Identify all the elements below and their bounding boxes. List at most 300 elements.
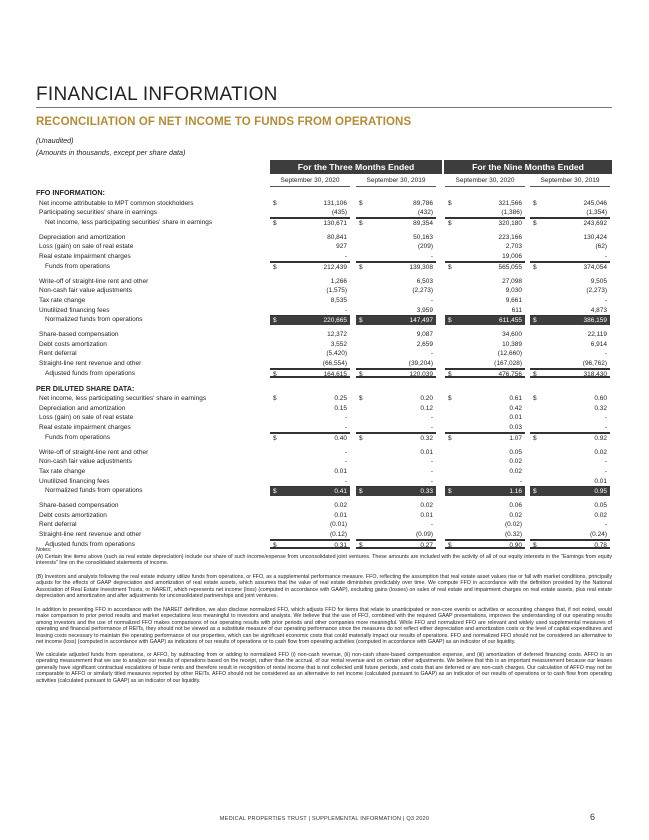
row-label: Rent deferral	[39, 521, 77, 529]
table-cell	[445, 233, 525, 243]
cell-value: 3,959	[416, 306, 433, 314]
table-cell	[356, 296, 436, 306]
cell-value: -	[430, 253, 433, 260]
cell-value: 0.01	[334, 511, 347, 519]
currency-symbol: $	[448, 219, 452, 227]
table-cell	[530, 199, 610, 209]
table-row	[36, 457, 612, 467]
table-cell	[270, 252, 350, 262]
currency-symbol: $	[533, 434, 537, 442]
note-a: (A) Certain line items above (such as real estate depreciation) include our share of such income/expense from unconsolidated joint ventures. These amounts are included with the activity of all of our equity interests in the "Earnings from equity interests" line on the consolidated statements of income.	[36, 554, 612, 567]
page-title: FINANCIAL INFORMATION	[36, 84, 278, 105]
table-cell	[530, 340, 610, 350]
row-label: Share-based compensation	[39, 331, 119, 339]
table-cell	[356, 530, 436, 540]
table-cell	[356, 233, 436, 243]
table-row	[36, 286, 612, 296]
table-cell	[530, 511, 610, 521]
table-cell	[530, 423, 610, 433]
table-cell	[445, 520, 525, 530]
cell-value: 476,756	[498, 370, 522, 378]
table-cell	[530, 306, 610, 316]
cell-value: 0.90	[509, 541, 522, 549]
table-cell	[356, 511, 436, 521]
table-cell	[530, 520, 610, 530]
cell-value: (0.12)	[330, 531, 347, 538]
cell-value: 0.41	[334, 488, 347, 496]
cell-value: 245,046	[583, 199, 607, 207]
table-row	[36, 486, 612, 496]
table-cell	[270, 394, 350, 404]
cell-value: (5,420)	[326, 350, 347, 358]
table-cell	[530, 349, 610, 359]
row-label: Funds from operations	[45, 262, 111, 270]
table-row	[36, 306, 612, 316]
table-cell	[445, 330, 525, 340]
table-cell	[445, 486, 525, 496]
cell-value: 0.02	[334, 502, 347, 510]
currency-symbol: $	[359, 488, 363, 496]
table-row	[36, 433, 612, 443]
cell-value: 0.01	[420, 448, 433, 456]
table-cell	[445, 286, 525, 296]
cell-value: -	[430, 467, 433, 475]
cell-value: -	[604, 296, 607, 304]
cell-value: (432)	[417, 209, 433, 217]
cell-value: 0.95	[594, 488, 607, 496]
cell-value: 80,841	[327, 233, 347, 241]
row-label: Adjusted funds from operations	[45, 369, 135, 377]
table-cell	[270, 501, 350, 511]
cell-value: -	[604, 414, 607, 422]
table-cell	[270, 262, 350, 272]
table-cell	[530, 369, 610, 379]
currency-symbol: $	[359, 370, 363, 378]
cell-value: (2,273)	[586, 287, 607, 295]
table-cell	[270, 486, 350, 496]
cell-value: -	[344, 253, 347, 260]
currency-symbol: $	[533, 395, 537, 403]
table-cell	[356, 486, 436, 496]
table-cell	[445, 394, 525, 404]
cell-value: 9,661	[505, 296, 522, 304]
cell-value: 9,505	[590, 277, 607, 285]
table-cell	[356, 218, 436, 228]
table-cell	[270, 242, 350, 252]
cell-value: -	[430, 477, 433, 485]
table-cell	[270, 520, 350, 530]
cell-value: -	[344, 306, 347, 314]
row-label: Tax rate change	[39, 296, 86, 304]
table-row	[36, 208, 612, 218]
nine-months-header: For the Nine Months Ended	[444, 160, 612, 174]
cell-value: -	[430, 414, 433, 422]
currency-symbol: $	[359, 199, 363, 207]
table-cell	[445, 457, 525, 467]
table-row	[36, 262, 612, 272]
table-cell	[445, 359, 525, 369]
table-cell	[270, 208, 350, 218]
table-cell	[356, 477, 436, 487]
cell-value: 223,166	[498, 233, 522, 241]
column-header: September 30, 2019	[540, 177, 600, 184]
cell-value: 0.03	[509, 424, 522, 431]
table-cell	[356, 501, 436, 511]
cell-value: 386,159	[583, 317, 607, 325]
table-cell	[530, 530, 610, 540]
row-label: Write-off of straight-line rent and other	[39, 277, 149, 285]
table-cell	[445, 530, 525, 540]
currency-symbol: $	[359, 434, 363, 442]
cell-value: 139,308	[409, 263, 433, 271]
cell-value: 321,566	[498, 199, 522, 207]
row-label: Non-cash fair value adjustments	[39, 458, 132, 466]
cell-value: 0.02	[509, 511, 522, 519]
table-row	[36, 349, 612, 359]
row-label: Net income, less participating securities' share in earnings	[39, 395, 207, 403]
currency-symbol: $	[533, 541, 537, 549]
cell-value: -	[430, 521, 433, 529]
currency-symbol: $	[448, 263, 452, 271]
cell-value: 0.33	[420, 488, 433, 496]
table-cell	[445, 369, 525, 379]
cell-value: 3,552	[330, 340, 347, 348]
currency-symbol: $	[273, 370, 277, 378]
table-cell	[356, 394, 436, 404]
table-section-header	[36, 384, 612, 394]
row-label: PER DILUTED SHARE DATA:	[36, 383, 135, 393]
currency-symbol: $	[448, 395, 452, 403]
table-row	[36, 199, 612, 209]
row-label: Depreciation and amortization	[39, 233, 126, 241]
table-cell	[270, 315, 350, 325]
table-cell	[270, 369, 350, 379]
table-cell	[445, 477, 525, 487]
currency-symbol: $	[273, 199, 277, 207]
cell-value: (66,554)	[322, 360, 347, 367]
amounts-note: (Amounts in thousands, except per share data)	[36, 148, 186, 157]
table-cell	[270, 359, 350, 369]
table-cell	[530, 413, 610, 423]
cell-value: 50,163	[413, 233, 433, 241]
row-label: Unutilized financing fees	[39, 306, 110, 314]
cell-value: 0.01	[420, 511, 433, 519]
table-cell	[356, 349, 436, 359]
table-cell	[356, 467, 436, 477]
currency-symbol: $	[448, 199, 452, 207]
cell-value: -	[430, 424, 433, 431]
table-row	[36, 296, 612, 306]
table-cell	[356, 359, 436, 369]
table-cell	[356, 277, 436, 287]
currency-symbol: $	[448, 434, 452, 442]
cell-value: 0.02	[594, 511, 607, 519]
table-cell	[356, 330, 436, 340]
row-label: Normalized funds from operations	[45, 487, 143, 495]
table-cell	[356, 242, 436, 252]
cell-value: 0.31	[334, 541, 347, 549]
cell-value: -	[604, 521, 607, 529]
currency-symbol: $	[359, 263, 363, 271]
table-cell	[270, 433, 350, 443]
cell-value: 120,039	[409, 370, 433, 378]
table-cell	[445, 218, 525, 228]
table-cell	[270, 530, 350, 540]
table-cell	[530, 286, 610, 296]
cell-value: 0.05	[594, 502, 607, 510]
cell-value: -	[344, 477, 347, 485]
cell-value: 131,106	[323, 199, 347, 207]
table-row	[36, 413, 612, 423]
table-row	[36, 242, 612, 252]
cell-value: 0.01	[594, 477, 607, 485]
table-cell	[530, 330, 610, 340]
table-row	[36, 218, 612, 228]
cell-value: 0.60	[594, 395, 607, 403]
row-label: Net income attributable to MPT common stockholders	[39, 199, 194, 207]
cell-value: 0.01	[334, 467, 347, 475]
row-label: Depreciation and amortization	[39, 404, 126, 412]
table-cell	[270, 404, 350, 414]
table-cell	[270, 296, 350, 306]
cell-value: 565,055	[498, 263, 522, 271]
table-cell	[270, 467, 350, 477]
cell-value: -	[604, 350, 607, 358]
table-row	[36, 467, 612, 477]
column-header-rule	[270, 186, 350, 187]
table-cell	[270, 349, 350, 359]
cell-value: (39,204)	[408, 360, 433, 367]
cell-value: 22,119	[587, 331, 607, 339]
cell-value: 6,914	[590, 340, 607, 348]
cell-value: 1,266	[330, 277, 347, 285]
table-cell	[445, 404, 525, 414]
currency-symbol: $	[448, 317, 452, 325]
row-label: Loss (gain) on sale of real estate	[39, 414, 134, 422]
table-row	[36, 315, 612, 325]
cell-value: 9,030	[505, 287, 522, 295]
row-label: Adjusted funds from operations	[45, 540, 135, 548]
table-row	[36, 520, 612, 530]
table-row	[36, 423, 612, 433]
cell-value: -	[430, 350, 433, 358]
cell-value: 130,671	[323, 219, 347, 227]
page-number: 6	[590, 812, 596, 822]
cell-value: 8,535	[330, 296, 347, 304]
cell-value: 89,354	[413, 219, 433, 227]
cell-value: 89,786	[413, 199, 433, 207]
cell-value: (62)	[595, 243, 607, 251]
table-cell	[445, 349, 525, 359]
table-cell	[445, 433, 525, 443]
table-cell	[270, 218, 350, 228]
currency-symbol: $	[359, 317, 363, 325]
table-row	[36, 511, 612, 521]
cell-value: 0.02	[509, 467, 522, 475]
table-cell	[445, 413, 525, 423]
table-row	[36, 252, 612, 262]
column-header: September 30, 2020	[280, 177, 340, 184]
table-cell	[270, 477, 350, 487]
cell-value: -	[604, 424, 607, 431]
cell-value: 2,703	[505, 243, 522, 251]
row-label: Straight-line rent revenue and other	[39, 531, 142, 538]
cell-value: 12,372	[327, 331, 347, 339]
cell-value: 0.15	[334, 404, 347, 412]
currency-symbol: $	[448, 370, 452, 378]
currency-symbol: $	[359, 219, 363, 227]
column-header: September 30, 2019	[366, 177, 426, 184]
table-cell	[356, 413, 436, 423]
row-label: Write-off of straight-line rent and other	[39, 448, 149, 456]
cell-value: 611	[511, 306, 522, 314]
note-b: (B) Investors and analysts following the real estate industry utilize funds from operations, or FFO, as a supplemental performance measure. FFO, reflecting the assumption that real estate asset values rise or fall with market conditions, principally adjusts for the effects of GAAP depreciation and amortization of real estate assets, which assumes that the value of real estate diminishes predictably over time. We compute FFO in accordance with the definition provided by the National Association of Real Estate Investment Trusts, or NAREIT, which represents net income (loss) (computed in accordance with GAAP), excluding gains (losses) on sales of real estate and impairment charges on real estate assets, plus real estate depreciation and amortization and after adjustments for unconsolidated partnerships and joint ventures.	[36, 574, 612, 600]
cell-value: 927	[336, 243, 347, 251]
table-row	[36, 330, 612, 340]
cell-value: (2,273)	[412, 287, 433, 295]
cell-value: -	[519, 477, 522, 485]
table-cell	[356, 306, 436, 316]
currency-symbol: $	[533, 199, 537, 207]
cell-value: 147,497	[409, 317, 433, 325]
cell-value: 212,439	[323, 263, 347, 271]
note-d: We calculate adjusted funds from operations, or AFFO, by subtracting from or adding to normalized FFO (i) non-cash revenue, (ii) non-cash share-based compensation expense, and (iii) amortization of deferred financing costs. AFFO is an operating measurement that we use to analyze our results of operations based on the receipt, rather than the accrual, of our rental revenue and on certain other adjustments. We believe that this is an important measurement because our leases generally have significant contractual escalations of base rents and therefore result in recognition of rental income that is not collected until future periods, and costs that are deferred or are non-cash charges. Our calculation of AFFO may not be comparable to AFFO or similarly titled measures reported by other REITs. AFFO should not be considered as an alternative to net income (calculated pursuant to GAAP) as an indicator of our results of operations or to cash flow from operating activities (calculated pursuant to GAAP) as an indicator of our liquidity.	[36, 652, 612, 684]
cell-value: 0.02	[594, 448, 607, 456]
cell-value: 0.32	[420, 434, 433, 442]
table-row	[36, 233, 612, 243]
table-row	[36, 359, 612, 369]
table-cell	[356, 457, 436, 467]
table-cell	[445, 252, 525, 262]
cell-value: 0.02	[509, 458, 522, 466]
table-cell	[445, 340, 525, 350]
cell-value: 0.32	[594, 404, 607, 412]
section-title: RECONCILIATION OF NET INCOME TO FUNDS FROM OPERATIONS	[36, 116, 412, 128]
cell-value: 0.27	[420, 541, 433, 549]
cell-value: (0.24)	[590, 531, 607, 538]
table-row	[36, 369, 612, 379]
table-cell	[356, 315, 436, 325]
table-cell	[445, 306, 525, 316]
cell-value: -	[604, 467, 607, 475]
cell-value: -	[604, 458, 607, 466]
table-cell	[530, 208, 610, 218]
three-months-header: For the Three Months Ended	[270, 160, 442, 174]
cell-value: 0.42	[509, 404, 522, 412]
cell-value: 19,006	[502, 253, 522, 260]
table-cell	[530, 457, 610, 467]
cell-value: 0.78	[594, 541, 607, 549]
currency-symbol: $	[533, 317, 537, 325]
table-cell	[356, 433, 436, 443]
table-row	[36, 340, 612, 350]
cell-value: 320,180	[498, 219, 522, 227]
cell-value: 0.06	[509, 502, 522, 510]
table-row	[36, 404, 612, 414]
cell-value: 1.16	[509, 488, 522, 496]
table-cell	[270, 423, 350, 433]
note-c: In addition to presenting FFO in accordance with the NAREIT definition, we also disclose normalized FFO, which adjusts FFO for items that relate to unanticipated or non-core events or activities or accounting changes that, if not noted, would make comparison to prior period results and market expectations less meaningful to investors and analysts. We believe that the use of FFO, combined with the required GAAP presentations, improves the understanding of our operating results among investors and the use of normalized FFO makes comparisons of our operating results with prior periods and other companies more meaningful. While FFO and normalized FFO are relevant and widely used supplemental measures of operating and financial performance of REITs, they should not be viewed as a substitute measure of our operating performance since the measures do not reflect either depreciation and amortization costs or the level of capital expenditures and leasing costs necessary to maintain the operating performance of our properties, which can be significant economic costs that could materially impact our results of operations. FFO and normalized FFO should not be considered an alternative to net income (loss) (computed in accordance with GAAP) as indicators of our results of operations or to cash flow from operating activities (computed in accordance with GAAP) as an indicator of our liquidity.	[36, 607, 612, 646]
table-cell	[530, 296, 610, 306]
currency-symbol: $	[448, 541, 452, 549]
table-row	[36, 394, 612, 404]
table-cell	[356, 520, 436, 530]
currency-symbol: $	[533, 370, 537, 378]
table-cell	[270, 448, 350, 458]
cell-value: 0.12	[420, 404, 433, 412]
currency-symbol: $	[273, 317, 277, 325]
row-label: Tax rate change	[39, 467, 86, 475]
table-row	[36, 477, 612, 487]
cell-value: -	[430, 458, 433, 466]
table-cell	[270, 233, 350, 243]
cell-value: -	[344, 414, 347, 422]
table-cell	[270, 511, 350, 521]
currency-symbol: $	[273, 263, 277, 271]
currency-symbol: $	[359, 541, 363, 549]
cell-value: 220,665	[323, 317, 347, 325]
cell-value: -	[344, 424, 347, 431]
cell-value: (435)	[331, 209, 347, 217]
table-cell	[445, 423, 525, 433]
column-header-rule	[530, 186, 610, 187]
cell-value: (0.02)	[505, 521, 522, 529]
currency-symbol: $	[448, 488, 452, 496]
table-cell	[270, 286, 350, 296]
table-cell	[445, 242, 525, 252]
table-cell	[445, 448, 525, 458]
table-row	[36, 530, 612, 540]
table-cell	[445, 296, 525, 306]
currency-symbol: $	[273, 488, 277, 496]
table-cell	[445, 208, 525, 218]
unaudited-note: (Unaudited)	[36, 136, 74, 145]
row-label: Funds from operations	[45, 433, 111, 441]
table-cell	[356, 199, 436, 209]
table-cell	[530, 277, 610, 287]
row-label: Loss (gain) on sale of real estate	[39, 243, 134, 251]
currency-symbol: $	[359, 395, 363, 403]
table-row	[36, 277, 612, 287]
cell-value: 0.61	[509, 395, 522, 403]
table-cell	[445, 262, 525, 272]
currency-symbol: $	[533, 219, 537, 227]
title-divider	[36, 107, 612, 108]
table-cell	[445, 315, 525, 325]
table-cell	[530, 501, 610, 511]
table-cell	[530, 252, 610, 262]
table-section-header	[36, 188, 612, 198]
table-cell	[530, 262, 610, 272]
row-label: Normalized funds from operations	[45, 316, 143, 324]
currency-symbol: $	[273, 395, 277, 403]
cell-value: (0.09)	[416, 531, 433, 538]
row-label: Participating securities' share in earnings	[39, 209, 157, 217]
cell-value: 6,503	[416, 277, 433, 285]
table-cell	[356, 252, 436, 262]
cell-value: 0.25	[334, 395, 347, 403]
column-header-rule	[356, 186, 436, 187]
cell-value: 27,098	[502, 277, 522, 285]
currency-symbol: $	[273, 434, 277, 442]
table-row	[36, 501, 612, 511]
cell-value: -	[344, 458, 347, 466]
table-cell	[530, 315, 610, 325]
cell-value: (96,762)	[582, 360, 607, 367]
cell-value: 243,692	[583, 219, 607, 227]
cell-value: 9,087	[416, 331, 433, 339]
table-cell	[445, 277, 525, 287]
